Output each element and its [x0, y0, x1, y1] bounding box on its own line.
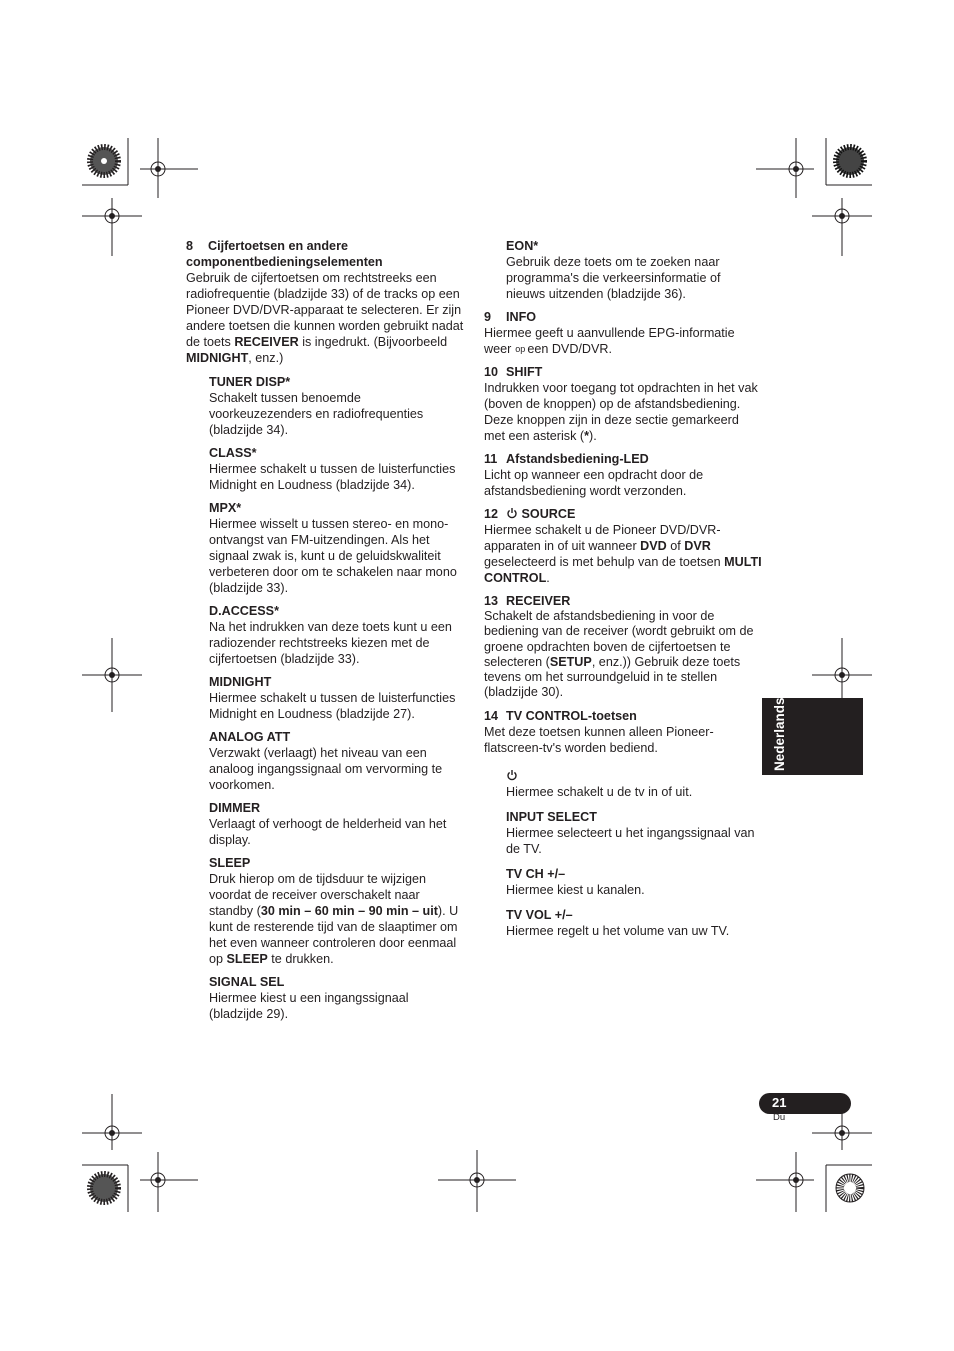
item-title: EON*	[506, 239, 539, 253]
item-text: Druk hierop om de tijdsduur te wijzigen voordat de receiver overschakelt naar standby (30 min – 60 min – 90 min – uit). U kunt de resterende tijd van de slaaptimer om het even wanneer controleren door eenmaal op SLEEP te drukken.	[209, 872, 459, 966]
item-midnight	[209, 674, 464, 722]
section-number: 10	[484, 365, 499, 379]
item-text: Hiermee kiest u een ingangssignaal (bladzijde 29).	[209, 991, 409, 1021]
section-14: 14 TV CONTROL-toetsen Met deze toetsen kunnen alleen Pioneer-flatscreen-tv's worden bediend. Hiermee schakelt u de tv in of uit. INPUT SELECT Hiermee selecteert u het ingangssignaal van de TV. TV CH +/– Hiermee kiest u kanalen. TV VOL +/– Hiermee regelt u het volume van uw TV.	[484, 708, 762, 939]
language-label: Nederlands	[772, 697, 787, 771]
item-eon	[506, 238, 762, 302]
item-text: Hiermee schakelt u tussen de luisterfuncties Midnight en Loudness (bladzijde 34).	[209, 462, 456, 492]
section-8-heading	[186, 238, 464, 270]
item-mpx	[209, 500, 464, 596]
page-number: 21	[772, 1095, 787, 1110]
item-text: Hiermee schakelt u de tv in of uit.	[506, 784, 693, 799]
midnight-key-ref: MIDNIGHT	[186, 351, 249, 365]
item-text: Na het indrukken van deze toets kunt u een radiozender rechtstreeks kiezen met de cijfertoetsen (bladzijde 33).	[209, 620, 452, 666]
section-number: 9	[484, 310, 492, 324]
item-tv-ch	[506, 866, 762, 898]
item-tuner-disp	[209, 374, 464, 438]
op-small-text: op	[515, 344, 526, 354]
item-input-select	[506, 809, 762, 857]
item-analog-att	[209, 729, 464, 793]
item-text: Schakelt tussen benoemde voorkeuzezenders en radiofrequenties (bladzijde 34).	[209, 391, 424, 437]
section-8-intro: Gebruik de cijfertoetsen om rechtstreeks een radiofrequentie (bladzijde 33) of de tracks op een Pioneer DVD/DVR-apparaat te selecteren. Er zijn andere toetsen die kunnen worden gebruikt nadat de toets RECEIVER is ingedrukt. (Bijvoorbeeld MIDNIGHT, enz.)	[186, 271, 464, 365]
item-sleep	[209, 855, 464, 967]
section-title: SHIFT	[506, 365, 543, 379]
section-title: Cijfertoetsen en andere componentbedieningselementen	[186, 239, 383, 269]
section-number: 13	[484, 594, 499, 608]
left-column	[186, 238, 464, 1022]
section-title: RECEIVER	[506, 594, 571, 608]
section-10: 10 SHIFT Indrukken voor toegang tot opdrachten in het vak (boven de knoppen) op de afstandsbediening. Deze knoppen zijn in deze sectie gemarkeerd met een asterisk (*).	[484, 365, 758, 443]
item-title: DIMMER	[209, 801, 261, 815]
section-number: 12	[484, 507, 499, 521]
section-11: 11 Afstandsbediening-LED Licht op wanneer een opdracht door de afstandsbediening wordt verzonden.	[484, 452, 704, 498]
section-12: 12 SOURCE Hiermee schakelt u de Pioneer DVD/DVR-apparaten in of uit wanneer DVD of DVR geselecteerd is met behulp van de toetsen MULTI CONTROL.	[484, 507, 762, 585]
item-text: Hiermee schakelt u tussen de luisterfuncties Midnight en Loudness (bladzijde 27).	[209, 691, 456, 721]
language-tab	[762, 698, 863, 775]
item-signal-sel	[209, 974, 464, 1022]
item-title: CLASS*	[209, 446, 257, 460]
page-number-badge	[759, 1093, 851, 1114]
item-text: Hiermee regelt u het volume van uw TV.	[506, 923, 730, 938]
item-title: MPX*	[209, 501, 242, 515]
item-title: SLEEP	[209, 856, 251, 870]
item-text: Hiermee kiest u kanalen.	[506, 882, 645, 897]
section-number: 8	[186, 239, 194, 253]
section-9: 9 INFO Hiermee geeft u aanvullende EPG-informatie weer op een DVD/DVR.	[484, 310, 735, 356]
section-13: 13 RECEIVER Schakelt de afstandsbediening in voor de bediening van de receiver (wordt gebruikt om de groene opdrachten boven de cijfertoetsen te selecteren (SETUP, enz.)) Gebruik deze toets tevens om het surroundgeluid in te stellen (bladzijde 30).	[484, 594, 754, 700]
item-text: Verzwakt (verlaagt) het niveau van een analoog ingangssignaal om vervorming te voorkomen.	[209, 746, 443, 792]
section-title: INFO	[506, 310, 537, 324]
section-title: SOURCE	[521, 507, 576, 521]
item-text: Verlaagt of verhoogt de helderheid van het display.	[209, 817, 447, 847]
item-tv-vol	[506, 907, 762, 939]
right-column	[484, 238, 762, 939]
item-title: ANALOG ATT	[209, 730, 291, 744]
item-dimmer	[209, 800, 464, 848]
item-text: Gebruik deze toets om te zoeken naar programma's die verkeersinformatie of nieuws uitzenden (bladzijde 36).	[506, 255, 721, 301]
section-title: TV CONTROL-toetsen	[506, 708, 637, 723]
item-title: D.ACCESS*	[209, 604, 279, 618]
receiver-key-ref: RECEIVER	[234, 335, 299, 349]
item-class	[209, 445, 464, 493]
item-d-access	[209, 603, 464, 667]
tv-power-icon	[506, 769, 518, 781]
item-title: INPUT SELECT	[506, 809, 597, 824]
section-8	[186, 238, 464, 1022]
section-number: 11	[484, 452, 498, 466]
section-title: Afstandsbediening-LED	[506, 452, 649, 466]
item-text: Hiermee selecteert u het ingangssignaal van de TV.	[506, 825, 755, 856]
language-code: Du	[773, 1112, 786, 1123]
item-title: TV VOL +/–	[506, 907, 573, 922]
item-tv-power	[506, 768, 762, 800]
item-title: TV CH +/–	[506, 866, 566, 881]
item-title: SIGNAL SEL	[209, 975, 285, 989]
item-title: TUNER DISP*	[209, 375, 291, 389]
power-icon	[506, 507, 518, 519]
section-number: 14	[484, 708, 499, 723]
item-text: Hiermee wisselt u tussen stereo- en mono-ontvangst van FM-uitzendingen. Als het signaal zwak is, kunt u de geluidskwaliteit verbeteren door om te schakelen naar mono (bladzijde 33).	[209, 517, 457, 595]
item-title: MIDNIGHT	[209, 675, 272, 689]
